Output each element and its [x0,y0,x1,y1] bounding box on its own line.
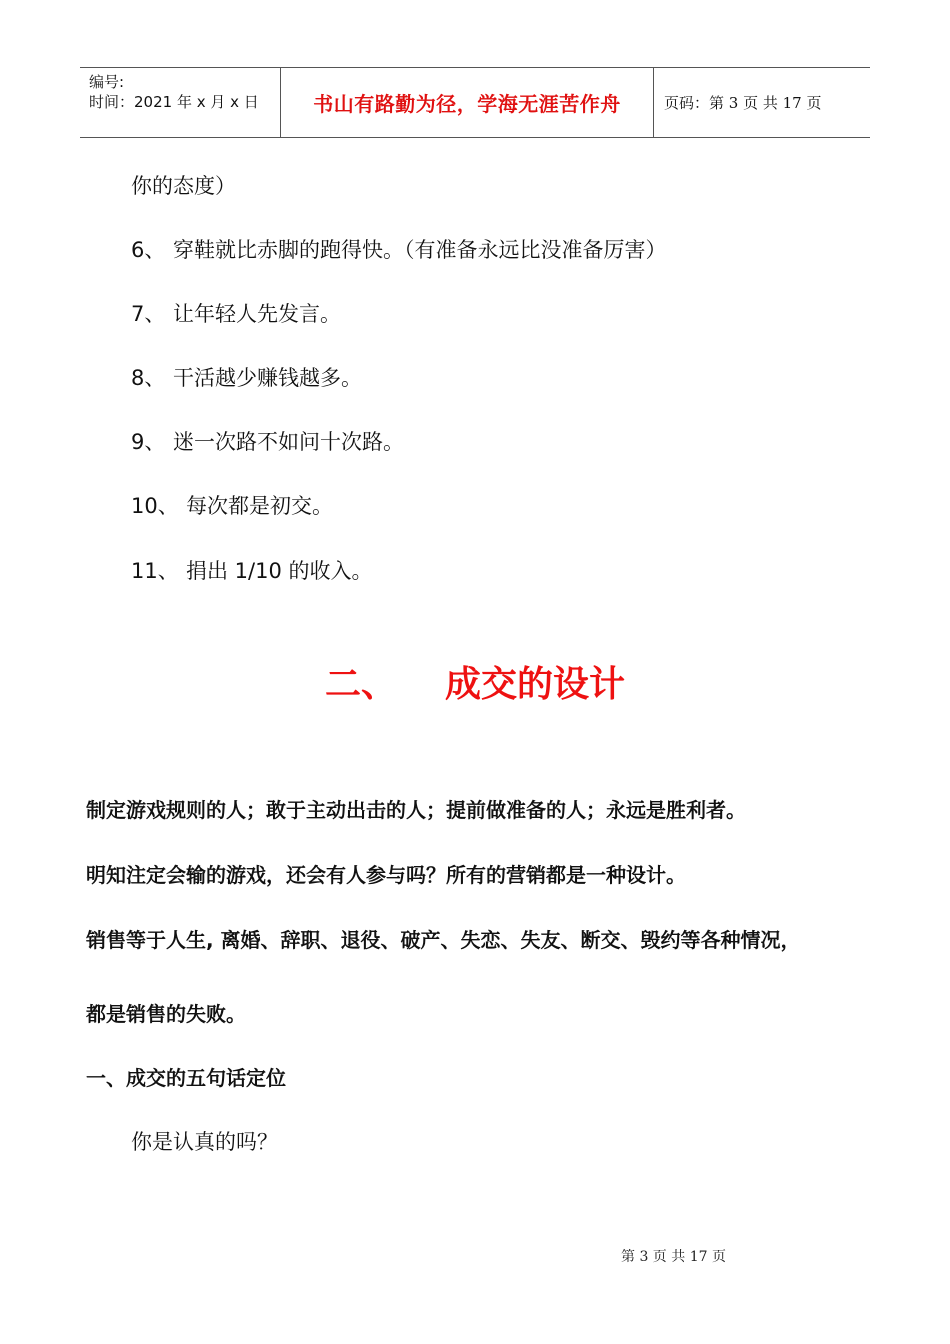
page-header [80,67,870,138]
list-item [131,236,667,264]
list-item-text: 捐出 1/10 的收入。 [186,559,373,583]
list-item [131,364,362,392]
list-item [131,428,404,456]
question-line: 你是认真的吗？ [131,1130,278,1154]
date-label: 时间：2021 年 x 月 x 日 [89,93,259,111]
list-item-text: 每次都是初交。 [186,494,333,518]
section-number: 二、 [324,664,397,705]
header-info-cell [80,68,281,137]
code-label: 编号: [89,73,125,91]
paragraph: 都是销售的失败。 [86,1002,246,1026]
sub-heading: 一、成交的五句话定位 [86,1066,286,1090]
list-item-text: 迷一次路不如问十次路。 [173,430,404,454]
paragraph: 制定游戏规则的人；敢于主动出击的人；提前做准备的人；永远是胜利者。 [86,798,746,822]
list-item-text: 穿鞋就比赤脚的跑得快。（有准备永远比没准备厉害） [173,238,667,262]
list-item-text: 让年轻人先发言。 [173,302,341,326]
page-footer: 第 3 页 共 17 页 [621,1249,726,1265]
continued-line: 你的态度） [131,174,236,198]
header-page-label: 页码：第 3 页 共 17 页 [664,94,822,112]
list-item [131,557,373,585]
list-item-number: 10、 [131,494,179,518]
section-title [0,660,950,710]
list-item-text: 干活越少赚钱越多。 [173,366,362,390]
list-item [131,492,333,520]
paragraph: 明知注定会输的游戏，还会有人参与吗？所有的营销都是一种设计。 [86,863,686,887]
list-item-number: 9、 [131,430,166,454]
section-title-text: 成交的设计 [445,664,626,705]
list-item [131,300,341,328]
paragraph: 销售等于人生, 离婚、辞职、退役、破产、失恋、失友、断交、毁约等各种情况， [86,928,801,952]
list-item-number: 8、 [131,366,166,390]
header-motto: 书山有路勤为径，学海无涯苦作舟 [281,68,654,137]
list-item-number: 11、 [131,559,179,583]
list-item-number: 6、 [131,238,166,262]
list-item-number: 7、 [131,302,166,326]
